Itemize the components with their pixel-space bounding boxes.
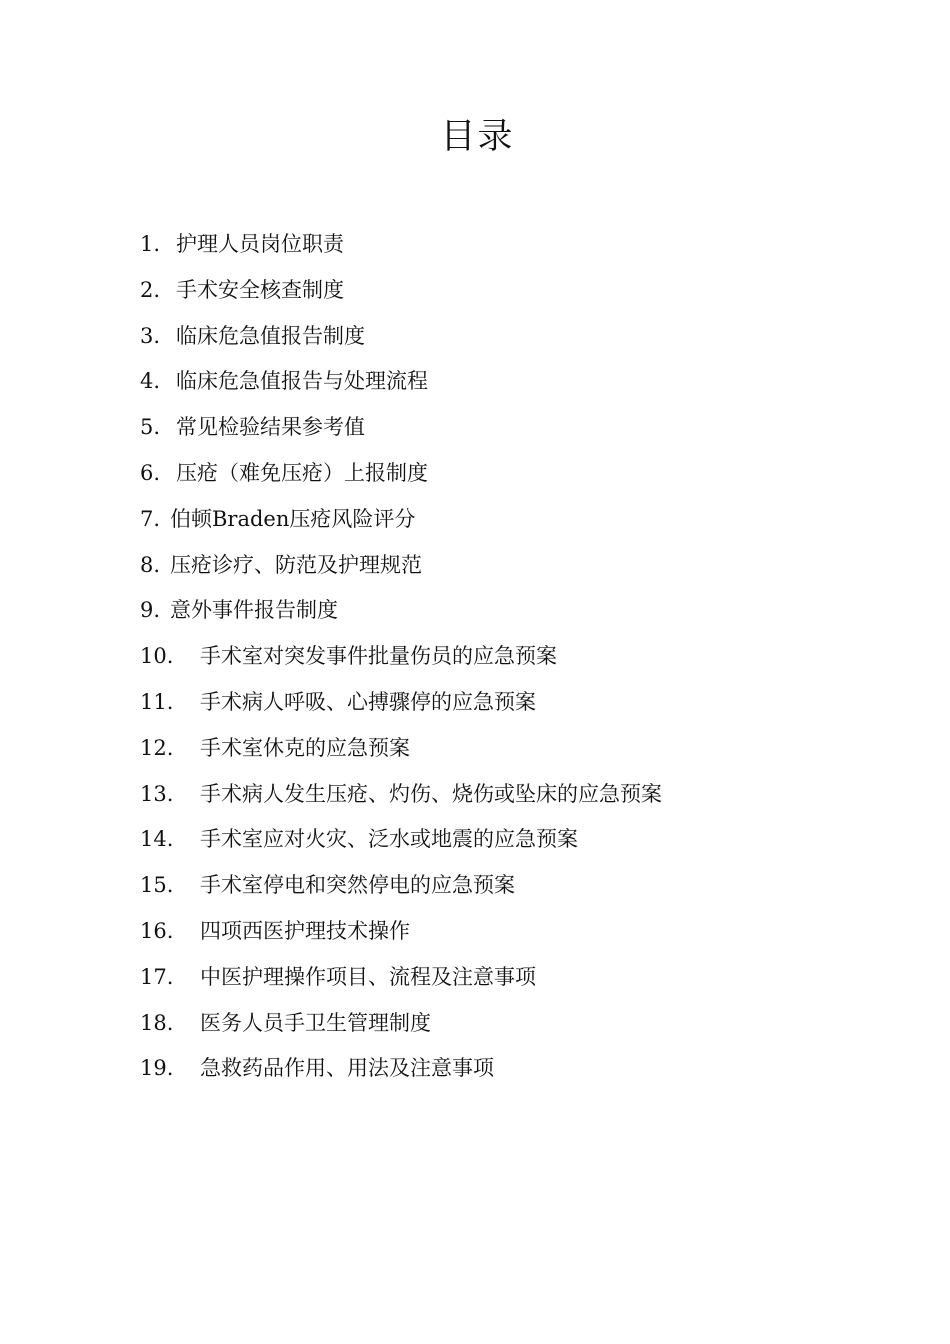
toc-entry-number: 10. [140,644,174,669]
toc-entry-number: 19. [140,1056,174,1081]
toc-entry-number: 2. [140,277,161,302]
toc-entry-label: 手术室休克的应急预案 [200,735,410,760]
toc-entry-label: 手术病人发生压疮、灼伤、烧伤或坠床的应急预案 [200,781,662,806]
toc-entry-number: 18. [140,1010,174,1035]
toc-entry-label: 手术室应对火灾、泛水或地震的应急预案 [200,827,578,852]
toc-entry-label: 中医护理操作项目、流程及注意事项 [200,964,536,989]
toc-entry [140,634,662,680]
toc-entry-number: 4. [140,369,161,394]
toc-entry [140,863,662,909]
toc-entry-number: 16. [140,918,174,943]
toc-entry [140,497,662,543]
toc-entry [140,955,662,1001]
toc-entry-number: 8. [140,552,161,577]
toc-entry [140,451,662,497]
toc-entry [140,1001,662,1047]
toc-entry-label: 压疮（难免压疮）上报制度 [176,460,428,485]
toc-entry [140,680,662,726]
toc-entry [140,1046,662,1092]
toc-entry [140,817,662,863]
toc-entry-number: 12. [140,735,174,760]
toc-entry-number: 13. [140,781,174,806]
toc-entry-label: 手术病人呼吸、心搏骤停的应急预案 [200,689,536,714]
toc-entry [140,405,662,451]
toc-entry-number: 11. [140,689,174,714]
toc-entry-label: 手术室停电和突然停电的应急预案 [200,873,515,898]
toc-entry-label: 手术安全核查制度 [176,277,344,302]
toc-entry-number: 5. [140,415,161,440]
toc-entry-number: 6. [140,460,161,485]
toc-entry-label: 手术室对突发事件批量伤员的应急预案 [200,644,557,669]
toc-entry [140,359,662,405]
toc-entry-label: 临床危急值报告制度 [176,323,365,348]
toc-entry [140,543,662,589]
toc-entry-label: 护理人员岗位职责 [176,232,344,256]
table-of-contents [140,222,662,1092]
toc-entry-label: 伯顿Braden压疮风险评分 [170,506,416,531]
toc-entry-number: 7. [140,506,161,531]
toc-entry-number: 15. [140,873,174,898]
toc-entry-label: 压疮诊疗、防范及护理规范 [170,552,422,577]
toc-entry-label: 临床危急值报告与处理流程 [176,369,428,394]
toc-entry-number: 9. [140,598,161,623]
toc-entry-number: 17. [140,964,174,989]
toc-entry [140,772,662,818]
toc-entry-number: 3. [140,323,161,348]
toc-entry [140,268,662,314]
toc-entry-label: 急救药品作用、用法及注意事项 [200,1056,494,1081]
toc-entry [140,726,662,772]
toc-entry [140,314,662,360]
toc-entry-number: 14. [140,827,174,852]
toc-entry [140,222,662,268]
toc-entry-label: 意外事件报告制度 [170,598,338,623]
toc-entry-number: 1. [140,232,161,256]
toc-entry [140,909,662,955]
toc-entry-label: 医务人员手卫生管理制度 [200,1010,431,1035]
toc-entry-label: 四项西医护理技术操作 [200,918,410,943]
page-title: 目录 [440,117,515,157]
toc-entry [140,588,662,634]
toc-entry-label: 常见检验结果参考值 [176,415,365,440]
